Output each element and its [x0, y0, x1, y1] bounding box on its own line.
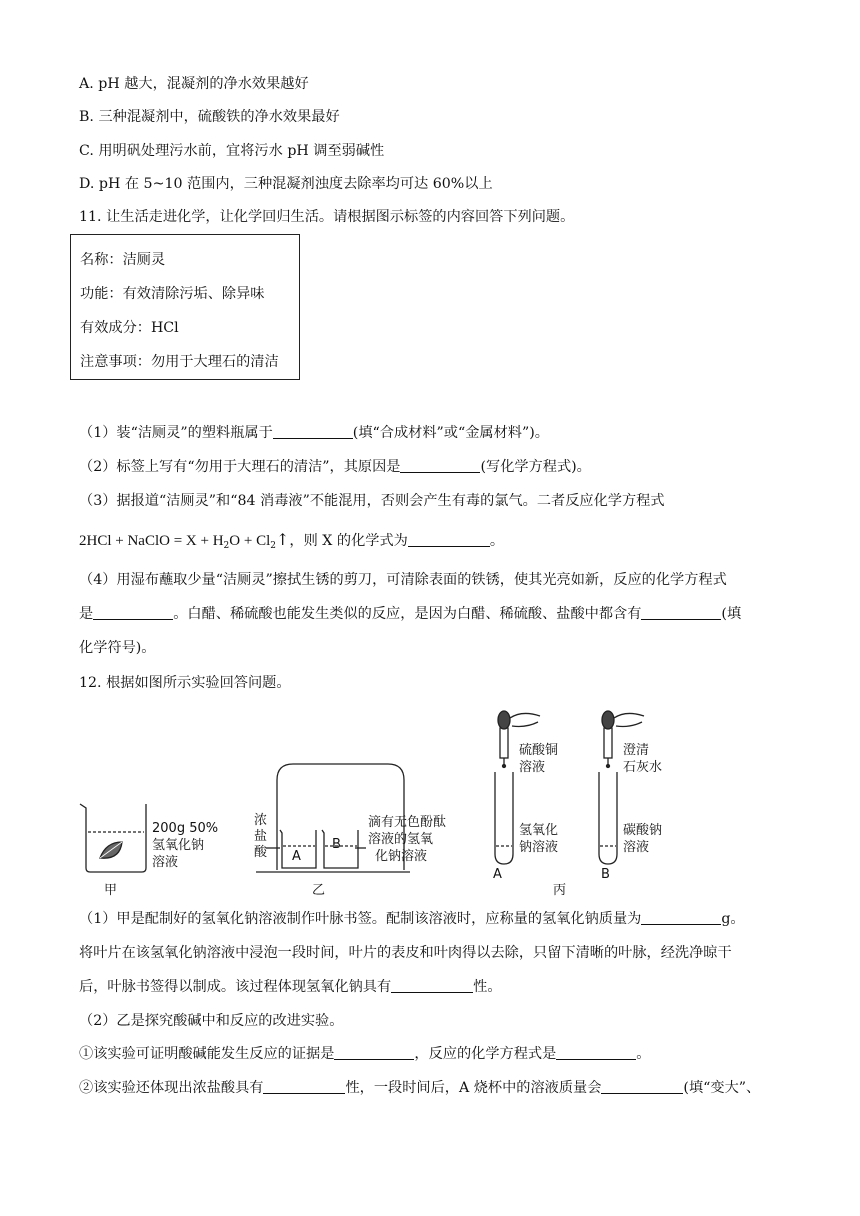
q12-part1: [79, 909, 745, 929]
q12-part2: （2）乙是探究酸碱中和反应的改进实验。: [79, 1013, 344, 1029]
experiment-figure: [70, 700, 710, 905]
bing-tube-a-1: 氢氧化: [519, 823, 559, 838]
q12-p1-text: （1）甲是配制好的氢氧化钠溶液制作叶脉书签。配制该溶液时，应称量的氢氧化钠质量为: [79, 911, 642, 927]
q12-p2-2-hint: (填“变大”、: [683, 1080, 761, 1096]
bing-tube-b-label: B: [601, 867, 610, 882]
q11-p2-text: （2）标签上写有“勿用于大理石的清洁”，其原因是: [79, 459, 401, 475]
option-b: B. 三种混凝剂中，硫酸铁的净水效果最好: [79, 109, 340, 125]
equation-sub: 2: [223, 541, 230, 551]
q11-part2: [79, 457, 591, 477]
bing-tube-a-2: 钠溶液: [519, 840, 559, 855]
bing-tube-b-2: 溶液: [623, 840, 650, 855]
q12-part1-cont: 将叶片在该氢氧化钠溶液中浸泡一段时间，叶片的表皮和叶肉得以去除，只留下清晰的叶脉，经洗净晾干: [79, 945, 732, 961]
bing-dropper-a-1: 硫酸铜: [519, 743, 559, 758]
q11-p1-text: （1）装“洁厕灵”的塑料瓶属于: [79, 425, 273, 441]
label-ingredient: 有效成分：HCl: [80, 320, 179, 336]
equation-sub: 2: [270, 541, 276, 551]
q12-part1-end: [79, 977, 502, 997]
q11-p4-text: 是: [79, 606, 94, 622]
q12-p2-1-text: ①该实验可证明酸碱能发生反应的证据是: [79, 1046, 335, 1062]
yi-beaker-a: A: [292, 849, 301, 864]
jia-label-1: 200g 50%: [152, 821, 219, 836]
q12-p2-2-text: ②该实验还体现出浓盐酸具有: [79, 1080, 264, 1096]
jia-label-2: 氢氧化钠: [152, 838, 205, 853]
q11-stem: 11. 让生活走进化学，让化学回归生活。请根据图示标签的内容回答下列问题。: [79, 209, 575, 225]
yi-left-1: 浓: [254, 813, 268, 828]
answer-blank[interactable]: [641, 910, 721, 925]
beaker-jia: [80, 804, 146, 872]
answer-blank[interactable]: [273, 424, 353, 439]
q11-p4-text2: 。白醋、稀硫酸也能发生类似的反应，是因为白醋、稀硫酸、盐酸中都含有: [173, 606, 642, 622]
equation-tail: ，则 X 的化学式为: [289, 533, 408, 549]
q12-p1-text2: 后，叶脉书签得以制成。该过程体现氢氧化钠具有: [79, 979, 392, 995]
label-name: 名称：洁厕灵: [80, 252, 166, 268]
q11-p1-hint: (填“合成材料”或“金属材料”)。: [352, 425, 549, 441]
q12-p2-2-text2: 性，一段时间后，A 烧杯中的溶液质量会: [345, 1080, 602, 1096]
yi-caption: 乙: [312, 883, 326, 898]
answer-blank[interactable]: [641, 605, 721, 620]
yi-left-2: 盐: [254, 829, 268, 844]
bing-caption: 丙: [553, 883, 567, 898]
yi-right-2: 溶液的氢氧: [368, 832, 434, 847]
q12-part2-1: [79, 1044, 650, 1064]
option-d: D. pH 在 5~10 范围内，三种混凝剂浊度去除率均可达 60%以上: [79, 176, 493, 192]
product-label: [70, 234, 300, 380]
q12-part2-2: [79, 1078, 760, 1098]
label-function: 功能：有效清除污垢、除异味: [80, 286, 265, 302]
q12-p2-1-end: 。: [636, 1046, 651, 1062]
q12-p2-1-text2: ，反应的化学方程式是: [414, 1046, 557, 1062]
q11-p4-hint: (填: [721, 606, 742, 622]
jia-caption: 甲: [104, 883, 118, 898]
q11-part3: （3）据报道“洁厕灵”和“84 消毒液”不能混用，否则会产生有毒的氯气。二者反应化学方程式: [79, 493, 665, 509]
answer-blank[interactable]: [556, 1045, 636, 1060]
answer-blank[interactable]: [93, 605, 173, 620]
q12-stem: 12. 根据如图所示实验回答问题。: [79, 675, 291, 691]
answer-blank[interactable]: [263, 1079, 345, 1094]
answer-blank[interactable]: [334, 1045, 414, 1060]
equation-end: 。: [489, 533, 505, 549]
yi-right-3: 化钠溶液: [375, 849, 428, 864]
q12-p1-unit: g。: [721, 911, 745, 927]
yi-right-1: 滴有无色酚酞: [368, 815, 447, 830]
bing-dropper-a-2: 溶液: [519, 760, 546, 775]
bing-dropper-b-1: 澄清: [623, 743, 650, 758]
yi-left-3: 酸: [254, 845, 268, 860]
jia-label-3: 溶液: [152, 855, 179, 870]
q11-part4-end: 化学符号)。: [79, 640, 156, 656]
answer-blank[interactable]: [408, 532, 490, 547]
gas-arrow: ↑: [275, 530, 290, 549]
q11-p2-hint: (写化学方程式)。: [480, 459, 591, 475]
bing-tube-a-label: A: [493, 867, 502, 882]
q11-equation: [79, 530, 504, 556]
q11-part4-cont: [79, 604, 741, 624]
equation-mid: O + Cl: [229, 533, 271, 549]
answer-blank[interactable]: [391, 978, 473, 993]
bing-tube-b-1: 碳酸钠: [623, 823, 663, 838]
q12-p1-tail: 性。: [473, 979, 502, 995]
bing-dropper-b-2: 石灰水: [623, 760, 663, 775]
answer-blank[interactable]: [400, 458, 480, 473]
label-caution: 注意事项：勿用于大理石的清洁: [80, 354, 279, 370]
option-a: A. pH 越大，混凝剂的净水效果越好: [79, 76, 309, 92]
equation-left: 2HCl + NaClO = X + H: [79, 533, 224, 549]
q11-part1: [79, 423, 549, 443]
q11-part4: （4）用湿布蘸取少量“洁厕灵”擦拭生锈的剪刀，可清除表面的铁锈，使其光亮如新，反应的化学方程式: [79, 572, 727, 588]
answer-blank[interactable]: [601, 1079, 683, 1094]
yi-beaker-b: B: [332, 837, 341, 852]
option-c: C. 用明矾处理污水前，宜将污水 pH 调至弱碱性: [79, 143, 385, 159]
